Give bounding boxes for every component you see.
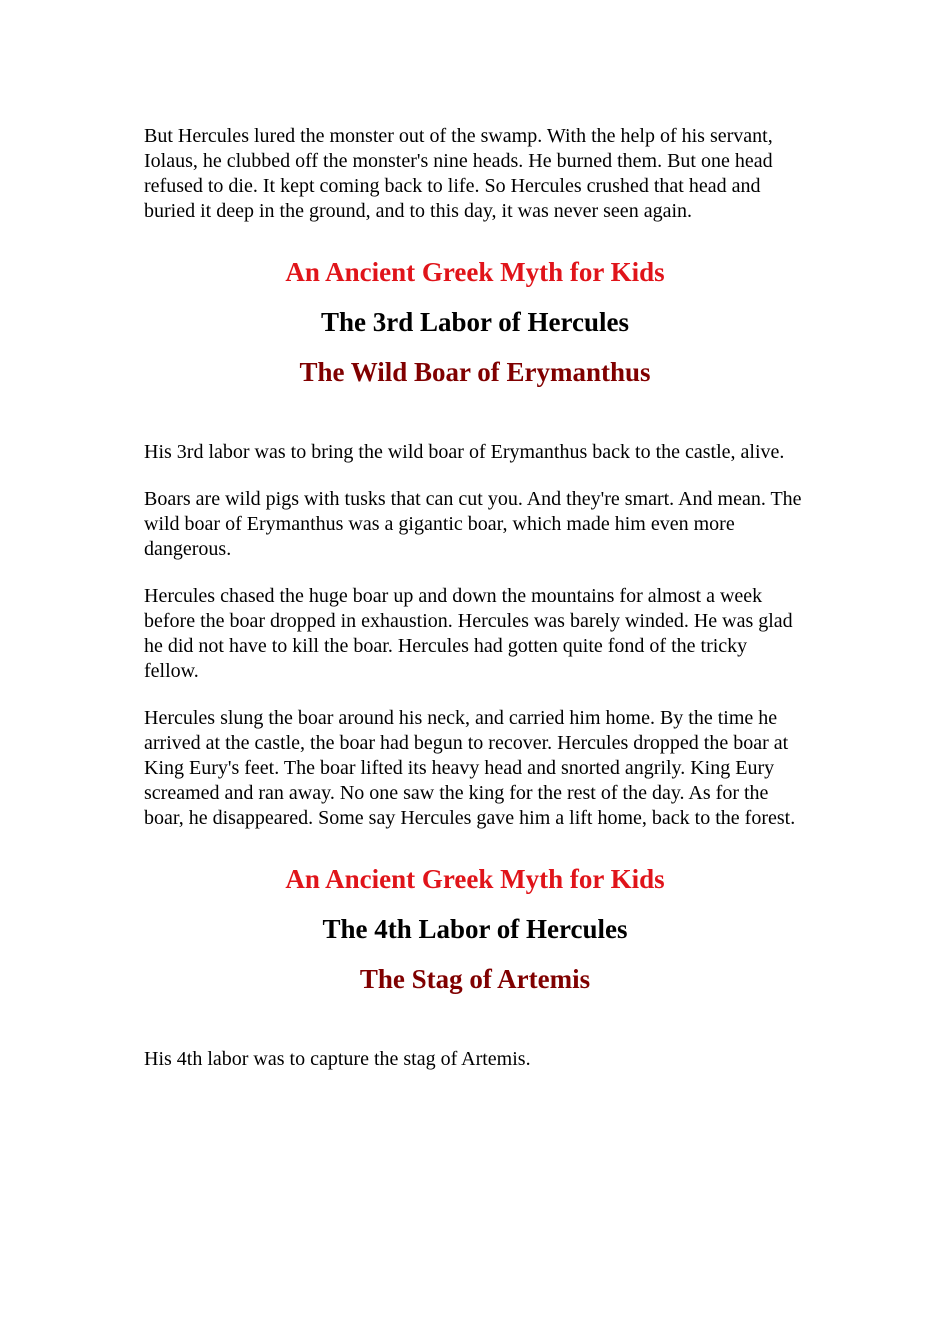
body-paragraph: His 4th labor was to capture the stag of Artemis.: [144, 1048, 531, 1070]
body-paragraph: His 3rd labor was to bring the wild boar of Erymanthus back to the castle, alive.: [144, 441, 785, 463]
labor-title: The 4th Labor of Hercules: [322, 914, 628, 944]
body-paragraph: Boars are wild pigs with tusks that can cut you. And they're smart. And mean. The wild boar of Erymanthus was a gigantic boar, which made him even more dangerous.: [144, 488, 802, 560]
story-title: The Wild Boar of Erymanthus: [299, 357, 651, 387]
section-4th-labor: [144, 863, 806, 1072]
story-title: The Stag of Artemis: [359, 964, 591, 994]
intro-paragraph: But Hercules lured the monster out of the swamp. With the help of his servant, Iolaus, he clubbed off the monster's nine heads. He burned them. But one head refused to die. It kept coming back to life. So Hercules crushed that head and buried it deep in the ground, and to this day, it was never seen again.: [144, 125, 773, 222]
body-paragraph: Hercules chased the huge boar up and down the mountains for almost a week before the boar dropped in exhaustion. Hercules was barely winded. He was glad he did not have to kill the boar. Hercules had gotten quite fond of the tricky fellow.: [144, 585, 793, 682]
section-3rd-labor: [144, 256, 806, 831]
series-title: An Ancient Greek Myth for Kids: [285, 864, 665, 894]
labor-title: The 3rd Labor of Hercules: [321, 307, 629, 337]
document-page: [144, 124, 806, 1072]
series-title: An Ancient Greek Myth for Kids: [285, 257, 665, 287]
body-paragraph: Hercules slung the boar around his neck, and carried him home. By the time he arrived at the castle, the boar had begun to recover. Hercules dropped the boar at King Eury's feet. The boar lifted its heavy head and snorted angrily. King Eury screamed and ran away. No one saw the king for the rest of the day. As for the boar, he disappeared. Some say Hercules gave him a lift home, back to the forest.: [144, 707, 796, 829]
